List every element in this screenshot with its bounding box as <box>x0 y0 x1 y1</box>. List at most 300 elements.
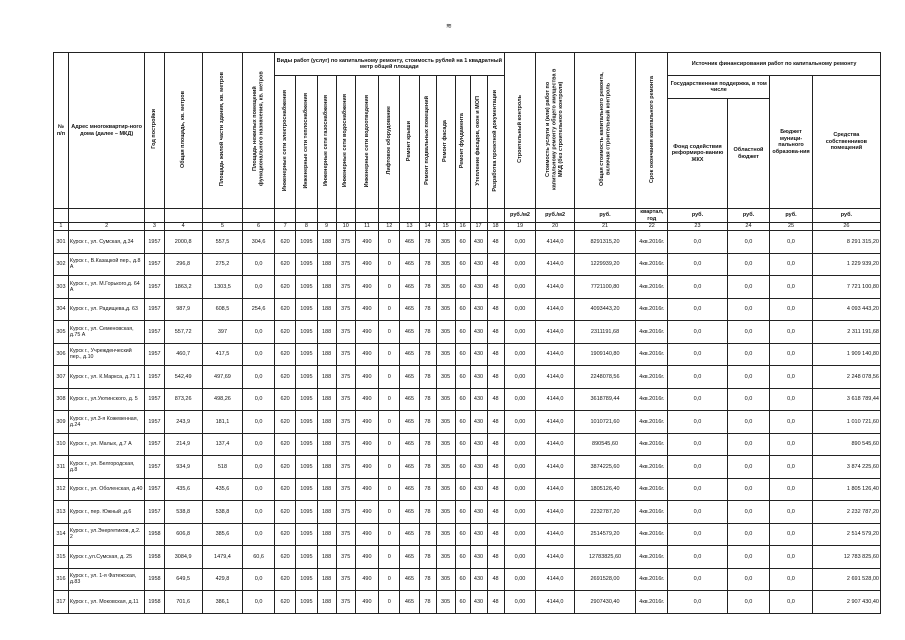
row-cost-per-m2: 4144,0 <box>536 433 574 456</box>
header-fund: Фонд содействия реформиро-ванию ЖКХ <box>668 99 728 209</box>
row-total-area: 214,9 <box>164 433 202 456</box>
row-work-cost: 305 <box>436 433 455 456</box>
header-deadline: Срок окончания капитального ремонта <box>636 53 668 209</box>
row-number: 311 <box>54 456 69 479</box>
row-work-cost: 430 <box>470 546 487 569</box>
row-work-cost: 430 <box>470 276 487 299</box>
row-work-cost: 188 <box>317 456 336 479</box>
row-address: Курск г.,ул.Сумская, д. 25 <box>68 546 145 569</box>
row-work-cost: 305 <box>436 546 455 569</box>
row-regional: 0,0 <box>727 388 770 411</box>
row-cost-per-m2: 4144,0 <box>536 456 574 479</box>
row-work-cost: 78 <box>419 298 436 321</box>
header-num: № п/п <box>54 53 69 209</box>
row-work-cost: 0 <box>379 366 400 389</box>
table-row <box>54 523 881 546</box>
row-regional: 0,0 <box>727 568 770 591</box>
row-control: 0,00 <box>504 478 536 501</box>
row-number: 317 <box>54 591 69 614</box>
row-work-cost: 48 <box>487 478 504 501</box>
row-control: 0,00 <box>504 343 536 366</box>
row-work-cost: 490 <box>355 478 378 501</box>
row-nonres-area: 304,6 <box>243 231 275 254</box>
row-living-area: 557,5 <box>202 231 242 254</box>
row-work-cost: 375 <box>336 411 355 434</box>
row-total-cost: 2248078,56 <box>574 366 636 389</box>
row-work-cost: 0 <box>379 546 400 569</box>
row-fund: 0,0 <box>668 321 728 344</box>
row-municipal: 0,0 <box>770 523 813 546</box>
row-work-cost: 375 <box>336 433 355 456</box>
row-number: 306 <box>54 343 69 366</box>
row-total-area: 243,9 <box>164 411 202 434</box>
row-total-cost: 890545,60 <box>574 433 636 456</box>
row-work-cost: 60 <box>455 591 470 614</box>
row-work-cost: 1095 <box>296 478 317 501</box>
row-own-funds: 7 721 100,80 <box>812 276 880 299</box>
row-work-cost: 1095 <box>296 276 317 299</box>
row-regional: 0,0 <box>727 546 770 569</box>
row-municipal: 0,0 <box>770 298 813 321</box>
row-municipal: 0,0 <box>770 411 813 434</box>
row-work-cost: 1095 <box>296 411 317 434</box>
row-address: Курск г., ул. К.Маркса, д.71 1 <box>68 366 145 389</box>
row-work-cost: 375 <box>336 568 355 591</box>
row-fund: 0,0 <box>668 591 728 614</box>
row-municipal: 0,0 <box>770 546 813 569</box>
row-total-area: 649,5 <box>164 568 202 591</box>
row-total-cost: 2691528,00 <box>574 568 636 591</box>
row-fund: 0,0 <box>668 568 728 591</box>
row-own-funds: 1 229 939,20 <box>812 253 880 276</box>
row-cost-per-m2: 4144,0 <box>536 321 574 344</box>
row-total-cost: 2514579,20 <box>574 523 636 546</box>
row-work-cost: 188 <box>317 523 336 546</box>
row-work-cost: 305 <box>436 523 455 546</box>
row-work-cost: 188 <box>317 231 336 254</box>
row-work-cost: 465 <box>400 456 419 479</box>
row-cost-per-m2: 4144,0 <box>536 231 574 254</box>
row-year: 1958 <box>145 523 164 546</box>
row-work-cost: 78 <box>419 253 436 276</box>
row-address: Курск г., ул. Белгородская, д.8 <box>68 456 145 479</box>
column-number: 21 <box>574 223 636 231</box>
row-work-cost: 305 <box>436 366 455 389</box>
row-work-cost: 305 <box>436 478 455 501</box>
row-living-area: 181,1 <box>202 411 242 434</box>
header-work-heating: Инженерные сети теплоснабжения <box>296 76 317 209</box>
table-row <box>54 591 881 614</box>
column-number: 5 <box>202 223 242 231</box>
row-work-cost: 305 <box>436 231 455 254</box>
unit-cell: руб./м2 <box>536 209 574 223</box>
row-own-funds: 8 291 315,20 <box>812 231 880 254</box>
row-deadline: 4кв.2016г. <box>636 321 668 344</box>
header-work-electric: Инженерные сети электроснабжения <box>275 76 296 209</box>
row-nonres-area: 254,6 <box>243 298 275 321</box>
row-control: 0,00 <box>504 591 536 614</box>
table-row <box>54 501 881 524</box>
column-number: 18 <box>487 223 504 231</box>
row-number: 305 <box>54 321 69 344</box>
row-work-cost: 78 <box>419 568 436 591</box>
row-work-cost: 0 <box>379 591 400 614</box>
row-work-cost: 78 <box>419 366 436 389</box>
row-work-cost: 60 <box>455 433 470 456</box>
unit-cell <box>317 209 336 223</box>
row-address: Курск г., ул. Оболенская, д.40 <box>68 478 145 501</box>
row-deadline: 4кв.2016г. <box>636 568 668 591</box>
row-work-cost: 60 <box>455 411 470 434</box>
table-row <box>54 478 881 501</box>
row-work-cost: 375 <box>336 366 355 389</box>
row-work-cost: 490 <box>355 411 378 434</box>
row-work-cost: 375 <box>336 276 355 299</box>
column-number: 3 <box>145 223 164 231</box>
row-fund: 0,0 <box>668 231 728 254</box>
row-work-cost: 620 <box>275 276 296 299</box>
row-cost-per-m2: 4144,0 <box>536 366 574 389</box>
unit-cell: руб. <box>727 209 770 223</box>
row-work-cost: 620 <box>275 568 296 591</box>
row-deadline: 4кв.2016г. <box>636 456 668 479</box>
row-regional: 0,0 <box>727 456 770 479</box>
row-cost-per-m2: 4144,0 <box>536 411 574 434</box>
row-total-area: 542,49 <box>164 366 202 389</box>
row-fund: 0,0 <box>668 501 728 524</box>
row-work-cost: 48 <box>487 433 504 456</box>
row-work-cost: 620 <box>275 298 296 321</box>
row-work-cost: 1095 <box>296 366 317 389</box>
row-work-cost: 620 <box>275 591 296 614</box>
row-work-cost: 48 <box>487 411 504 434</box>
row-work-cost: 48 <box>487 591 504 614</box>
row-work-cost: 60 <box>455 456 470 479</box>
table-row <box>54 321 881 344</box>
row-address: Курск г., Учрежденческий пер., д.10 <box>68 343 145 366</box>
header-living-area: Площадь жилой части здания, кв. метров <box>202 53 242 209</box>
row-work-cost: 188 <box>317 253 336 276</box>
row-work-cost: 465 <box>400 411 419 434</box>
row-work-cost: 78 <box>419 546 436 569</box>
row-work-cost: 620 <box>275 366 296 389</box>
row-total-cost: 1010721,60 <box>574 411 636 434</box>
row-address: Курск г., ул. 1-я Фатежская, д.83 <box>68 568 145 591</box>
row-total-area: 538,8 <box>164 501 202 524</box>
row-nonres-area: 0,0 <box>243 366 275 389</box>
row-fund: 0,0 <box>668 478 728 501</box>
unit-cell <box>470 209 487 223</box>
unit-cell: руб. <box>574 209 636 223</box>
row-living-area: 435,6 <box>202 478 242 501</box>
row-nonres-area: 0,0 <box>243 276 275 299</box>
row-address: Курск г., В.Казацкой пер., д.8 А <box>68 253 145 276</box>
row-fund: 0,0 <box>668 298 728 321</box>
row-year: 1957 <box>145 343 164 366</box>
table-row <box>54 343 881 366</box>
row-work-cost: 48 <box>487 298 504 321</box>
header-sources-group: Источник финансирования работ по капитальному ремонту <box>668 53 881 76</box>
row-deadline: 4кв.2016г. <box>636 411 668 434</box>
column-number: 20 <box>536 223 574 231</box>
row-work-cost: 490 <box>355 591 378 614</box>
row-year: 1957 <box>145 478 164 501</box>
row-work-cost: 620 <box>275 523 296 546</box>
column-number: 26 <box>812 223 880 231</box>
row-deadline: 4кв.2016г. <box>636 298 668 321</box>
header-row-1 <box>54 53 881 76</box>
row-work-cost: 48 <box>487 456 504 479</box>
row-work-cost: 188 <box>317 388 336 411</box>
row-deadline: 4кв.2016г. <box>636 433 668 456</box>
row-work-cost: 375 <box>336 388 355 411</box>
row-fund: 0,0 <box>668 343 728 366</box>
row-control: 0,00 <box>504 456 536 479</box>
row-cost-per-m2: 4144,0 <box>536 253 574 276</box>
row-work-cost: 60 <box>455 523 470 546</box>
row-nonres-area: 0,0 <box>243 343 275 366</box>
row-deadline: 4кв.2016г. <box>636 501 668 524</box>
row-work-cost: 375 <box>336 321 355 344</box>
row-work-cost: 1095 <box>296 343 317 366</box>
row-work-cost: 490 <box>355 388 378 411</box>
header-total-cost: Общая стоимость капитального ремонта, включая строительный контроль <box>574 53 636 209</box>
row-living-area: 1479,4 <box>202 546 242 569</box>
table-row <box>54 276 881 299</box>
row-control: 0,00 <box>504 253 536 276</box>
row-regional: 0,0 <box>727 276 770 299</box>
row-work-cost: 188 <box>317 546 336 569</box>
row-work-cost: 375 <box>336 231 355 254</box>
row-work-cost: 78 <box>419 456 436 479</box>
row-living-area: 1303,5 <box>202 276 242 299</box>
row-year: 1957 <box>145 253 164 276</box>
header-municipal: Бюджет муници-пального образова-ния <box>770 76 813 209</box>
row-work-cost: 490 <box>355 523 378 546</box>
table-row <box>54 411 881 434</box>
row-own-funds: 1 805 126,40 <box>812 478 880 501</box>
row-work-cost: 48 <box>487 568 504 591</box>
row-control: 0,00 <box>504 433 536 456</box>
row-work-cost: 0 <box>379 523 400 546</box>
row-work-cost: 465 <box>400 343 419 366</box>
row-fund: 0,0 <box>668 253 728 276</box>
row-work-cost: 188 <box>317 298 336 321</box>
row-work-cost: 490 <box>355 501 378 524</box>
row-municipal: 0,0 <box>770 433 813 456</box>
row-work-cost: 465 <box>400 546 419 569</box>
table-row <box>54 298 881 321</box>
row-work-cost: 490 <box>355 546 378 569</box>
row-year: 1957 <box>145 501 164 524</box>
row-work-cost: 60 <box>455 366 470 389</box>
row-work-cost: 60 <box>455 388 470 411</box>
row-nonres-area: 0,0 <box>243 388 275 411</box>
header-work-design: Разработка проектной документации <box>487 76 504 209</box>
row-work-cost: 465 <box>400 298 419 321</box>
row-work-cost: 620 <box>275 478 296 501</box>
row-deadline: 4кв.2016г. <box>636 253 668 276</box>
row-work-cost: 1095 <box>296 501 317 524</box>
row-total-area: 296,8 <box>164 253 202 276</box>
row-work-cost: 375 <box>336 591 355 614</box>
header-work-insulation: Утепление фасадов, окон и МОП <box>470 76 487 209</box>
page-number: ≋ <box>446 23 452 30</box>
row-year: 1957 <box>145 321 164 344</box>
unit-cell: квартал, год <box>636 209 668 223</box>
row-work-cost: 375 <box>336 456 355 479</box>
row-work-cost: 60 <box>455 276 470 299</box>
row-work-cost: 60 <box>455 546 470 569</box>
row-total-area: 557,72 <box>164 321 202 344</box>
column-number: 10 <box>336 223 355 231</box>
row-cost-per-m2: 4144,0 <box>536 568 574 591</box>
row-own-funds: 2 248 078,56 <box>812 366 880 389</box>
row-municipal: 0,0 <box>770 253 813 276</box>
row-cost-per-m2: 4144,0 <box>536 298 574 321</box>
row-number: 301 <box>54 231 69 254</box>
row-total-area: 2000,8 <box>164 231 202 254</box>
row-work-cost: 465 <box>400 276 419 299</box>
row-total-area: 934,9 <box>164 456 202 479</box>
row-control: 0,00 <box>504 411 536 434</box>
row-municipal: 0,0 <box>770 388 813 411</box>
row-cost-per-m2: 4144,0 <box>536 388 574 411</box>
row-living-area: 498,26 <box>202 388 242 411</box>
row-total-cost: 2232787,20 <box>574 501 636 524</box>
unit-cell <box>202 209 242 223</box>
row-regional: 0,0 <box>727 343 770 366</box>
row-address: Курск г., ул. Моковская, д.11 <box>68 591 145 614</box>
row-work-cost: 188 <box>317 591 336 614</box>
row-work-cost: 1095 <box>296 253 317 276</box>
row-year: 1957 <box>145 433 164 456</box>
row-own-funds: 2 311 191,68 <box>812 321 880 344</box>
row-work-cost: 430 <box>470 501 487 524</box>
row-regional: 0,0 <box>727 591 770 614</box>
row-work-cost: 305 <box>436 591 455 614</box>
row-work-cost: 1095 <box>296 321 317 344</box>
row-regional: 0,0 <box>727 231 770 254</box>
row-number: 304 <box>54 298 69 321</box>
unit-cell <box>243 209 275 223</box>
header-work-foundation: Ремонт фундамента <box>455 76 470 209</box>
row-own-funds: 4 093 443,20 <box>812 298 880 321</box>
column-number: 23 <box>668 223 728 231</box>
row-year: 1958 <box>145 568 164 591</box>
row-work-cost: 78 <box>419 231 436 254</box>
row-work-cost: 188 <box>317 501 336 524</box>
row-work-cost: 620 <box>275 253 296 276</box>
row-work-cost: 465 <box>400 523 419 546</box>
row-work-cost: 305 <box>436 276 455 299</box>
row-number: 312 <box>54 478 69 501</box>
row-number: 314 <box>54 523 69 546</box>
row-fund: 0,0 <box>668 276 728 299</box>
row-work-cost: 78 <box>419 388 436 411</box>
unit-cell <box>455 209 470 223</box>
row-cost-per-m2: 4144,0 <box>536 343 574 366</box>
row-year: 1957 <box>145 231 164 254</box>
table-row <box>54 568 881 591</box>
row-regional: 0,0 <box>727 478 770 501</box>
row-work-cost: 48 <box>487 321 504 344</box>
table-row <box>54 433 881 456</box>
header-year: Год постройки <box>145 53 164 209</box>
row-control: 0,00 <box>504 501 536 524</box>
row-nonres-area: 0,0 <box>243 568 275 591</box>
row-nonres-area: 0,0 <box>243 433 275 456</box>
row-living-area: 538,8 <box>202 501 242 524</box>
row-regional: 0,0 <box>727 366 770 389</box>
row-work-cost: 0 <box>379 501 400 524</box>
row-address: Курск г., ул.3-я Кожевенная, д.24 <box>68 411 145 434</box>
row-total-area: 435,6 <box>164 478 202 501</box>
row-work-cost: 375 <box>336 298 355 321</box>
row-work-cost: 188 <box>317 321 336 344</box>
row-regional: 0,0 <box>727 253 770 276</box>
row-number: 313 <box>54 501 69 524</box>
row-year: 1957 <box>145 388 164 411</box>
row-total-cost: 8291315,20 <box>574 231 636 254</box>
row-own-funds: 3 874 225,60 <box>812 456 880 479</box>
row-total-cost: 4093443,20 <box>574 298 636 321</box>
row-work-cost: 0 <box>379 231 400 254</box>
row-total-area: 701,6 <box>164 591 202 614</box>
row-work-cost: 430 <box>470 366 487 389</box>
row-work-cost: 620 <box>275 501 296 524</box>
row-work-cost: 620 <box>275 456 296 479</box>
column-number: 22 <box>636 223 668 231</box>
row-living-area: 518 <box>202 456 242 479</box>
row-address: Курск г., ул.Уютинского, д. 5 <box>68 388 145 411</box>
row-work-cost: 430 <box>470 411 487 434</box>
row-number: 316 <box>54 568 69 591</box>
row-work-cost: 305 <box>436 411 455 434</box>
row-work-cost: 305 <box>436 253 455 276</box>
row-work-cost: 0 <box>379 411 400 434</box>
header-work-roof: Ремонт крыши <box>400 76 419 209</box>
row-work-cost: 48 <box>487 546 504 569</box>
row-work-cost: 305 <box>436 298 455 321</box>
row-work-cost: 78 <box>419 343 436 366</box>
row-control: 0,00 <box>504 231 536 254</box>
unit-cell <box>419 209 436 223</box>
row-work-cost: 0 <box>379 253 400 276</box>
row-work-cost: 78 <box>419 523 436 546</box>
row-total-area: 1863,2 <box>164 276 202 299</box>
row-number: 308 <box>54 388 69 411</box>
table-row <box>54 546 881 569</box>
row-number: 307 <box>54 366 69 389</box>
row-nonres-area: 0,0 <box>243 253 275 276</box>
row-work-cost: 48 <box>487 523 504 546</box>
column-number: 4 <box>164 223 202 231</box>
column-number: 15 <box>436 223 455 231</box>
row-year: 1957 <box>145 298 164 321</box>
row-work-cost: 305 <box>436 568 455 591</box>
row-deadline: 4кв.2016г. <box>636 366 668 389</box>
row-address: Курск г., ул. Малых, д.7 А <box>68 433 145 456</box>
row-deadline: 4кв.2016г. <box>636 231 668 254</box>
row-total-cost: 1229939,20 <box>574 253 636 276</box>
row-regional: 0,0 <box>727 523 770 546</box>
column-number: 19 <box>504 223 536 231</box>
row-year: 1957 <box>145 276 164 299</box>
row-work-cost: 620 <box>275 231 296 254</box>
column-number: 6 <box>243 223 275 231</box>
row-work-cost: 430 <box>470 433 487 456</box>
